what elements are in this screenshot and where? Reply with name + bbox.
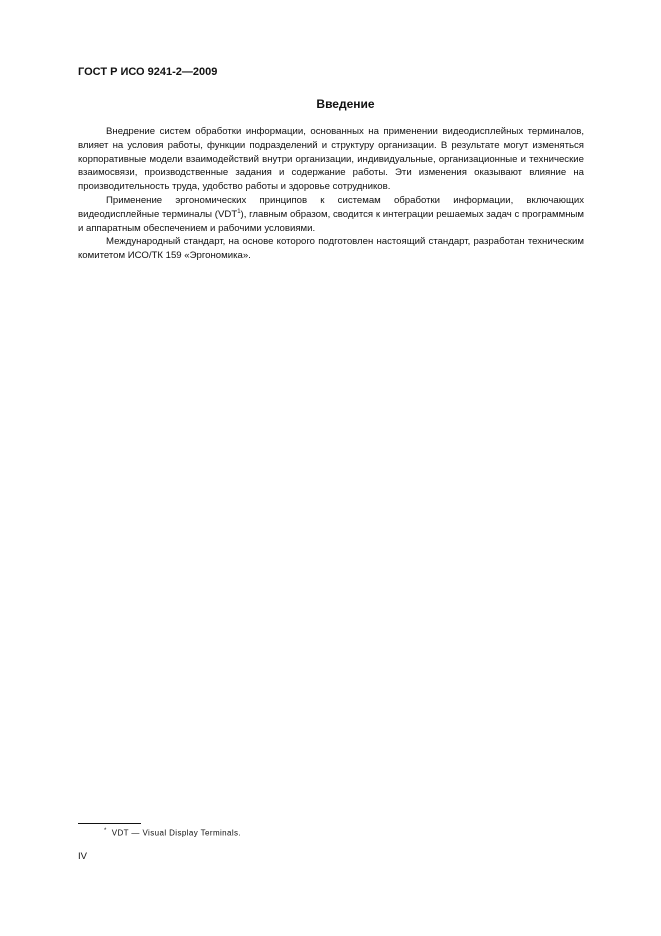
paragraph-2-text-before: Применение эргономических принципов к системам обработки информации, включающих видеодисплейные терминалы (VDT bbox=[78, 194, 584, 220]
paragraph-2 bbox=[78, 194, 584, 235]
footnote-divider bbox=[78, 823, 141, 824]
paragraph-3: Международный стандарт, на основе которого подготовлен настоящий стандарт, разработан техническим комитетом ИСО/ТК 159 «Эргономика». bbox=[78, 236, 584, 262]
paragraph-1: Внедрение систем обработки информации, основанных на применении видеодисплейных терминалов, влияет на условия работы, функции подразделений и структуру организации. В результате могут изменяться корпоративные модели взаимодействий внутри организации, индивидуальные, организационные и технические взаимосвязи, производственные задания и содержание работы. Эти изменения оказывают влияние на производительность труда, удобство работы и здоровье сотрудников. bbox=[78, 126, 584, 193]
footnote bbox=[104, 828, 241, 838]
footnote-mark: * bbox=[104, 828, 107, 834]
page-number: IV bbox=[78, 851, 87, 862]
introduction-body bbox=[78, 125, 584, 263]
section-title: Введение bbox=[316, 97, 375, 111]
footnote-reference: 1 bbox=[237, 208, 241, 215]
document-header: ГОСТ Р ИСО 9241-2—2009 bbox=[78, 66, 218, 78]
paragraph-2-text-after: ), главным образом, сводится к интеграции решаемых задач с программным и аппаратным обеспечением и рабочими условиями. bbox=[78, 208, 584, 234]
footnote-text: VDT — Visual Display Terminals. bbox=[111, 828, 242, 838]
